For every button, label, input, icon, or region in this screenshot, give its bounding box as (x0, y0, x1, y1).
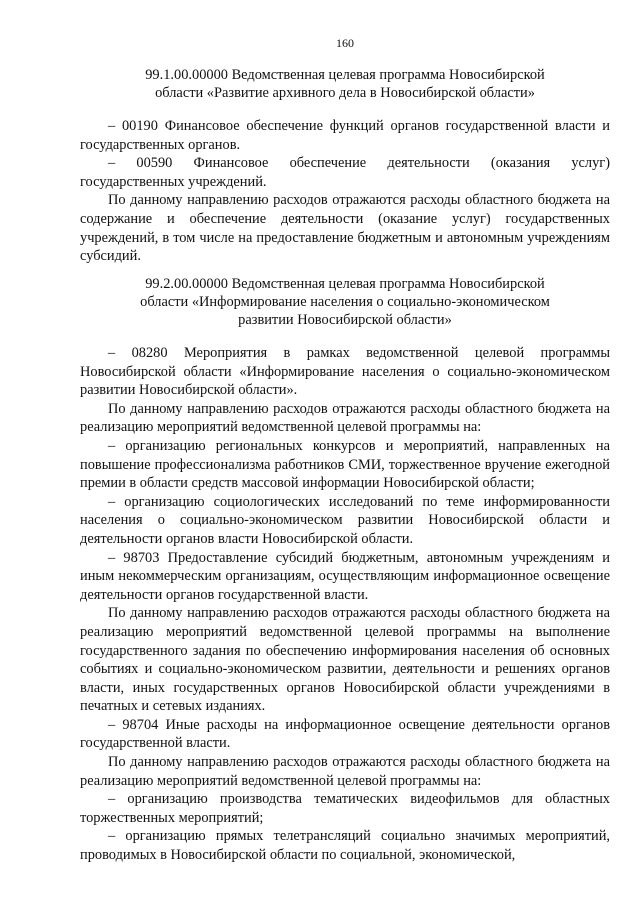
section-body-archive (80, 117, 610, 266)
paragraph: – 00590 Финансовое обеспечение деятельности (оказания услуг) государственных учреждений. (80, 155, 610, 190)
paragraph: По данному направлению расходов отражаются расходы областного бюджета на реализацию мероприятий ведомственной целевой программы на выполнение государственного задания по обеспечению информирования населения об основных событиях и социально-экономическом развитии, деятельности и решениях органов власти, иных государственных органов Новосибирской области учреждениями в печатных и сетевых изданиях. (80, 605, 610, 715)
paragraph: – организацию социологических исследований по теме информированности населения о социально-экономическом развитии Новосибирской области и деятельности органов власти Новосибирской области. (80, 493, 610, 547)
paragraph: – 98703 Предоставление субсидий бюджетным, автономным учреждениям и иным некоммерческим организациям, осуществляющим информационное освещение деятельности органов государственной власти. (80, 549, 610, 603)
heading-line: области «Информирование населения о социально-экономическом (140, 294, 550, 310)
heading-line: 99.1.00.00000 Ведомственная целевая программа Новосибирской (145, 67, 545, 83)
heading-line: области «Развитие архивного дела в Новосибирской области» (155, 85, 535, 101)
paragraph: По данному направлению расходов отражаются расходы областного бюджета на реализацию мероприятий ведомственной целевой программы на: (80, 400, 610, 436)
paragraph: По данному направлению расходов отражаются расходы областного бюджета на содержание и обеспечение деятельности (оказание услуг) государственных учреждений, в том числе на предоставление бюджетным и автономным учреждениям субсидий. (80, 192, 610, 265)
paragraph: – 98704 Иные расходы на информационное освещение деятельности органов государственной власти. (80, 716, 610, 752)
paragraph: – организацию региональных конкурсов и мероприятий, направленных на повышение профессионализма работников СМИ, торжественное вручение ежегодной премии в области средств массовой информации Новосибирской области; (80, 437, 610, 492)
paragraph: По данному направлению расходов отражаются расходы областного бюджета на реализацию мероприятий ведомственной целевой программы на: (80, 754, 610, 789)
heading-line: развитии Новосибирской области» (238, 312, 452, 328)
section-body-informing (80, 344, 610, 865)
heading-line: 99.2.00.00000 Ведомственная целевая программа Новосибирской (145, 276, 545, 292)
paragraph: – организацию прямых телетрансляций социально значимых мероприятий, проводимых в Новосибирской области по социальной, экономической, (80, 828, 610, 864)
section-heading-informing (80, 275, 610, 329)
section-heading-archive (80, 66, 610, 102)
page-number: 160 (336, 36, 354, 50)
paragraph: – 08280 Мероприятия в рамках ведомственной целевой программы Новосибирской области «Информирование населения о социально-экономическом развитии Новосибирской области». (80, 345, 610, 399)
paragraph: – 00190 Финансовое обеспечение функций органов государственной власти и государственных органов. (80, 118, 610, 153)
paragraph: – организацию производства тематических видеофильмов для областных торжественных мероприятий; (80, 791, 610, 826)
